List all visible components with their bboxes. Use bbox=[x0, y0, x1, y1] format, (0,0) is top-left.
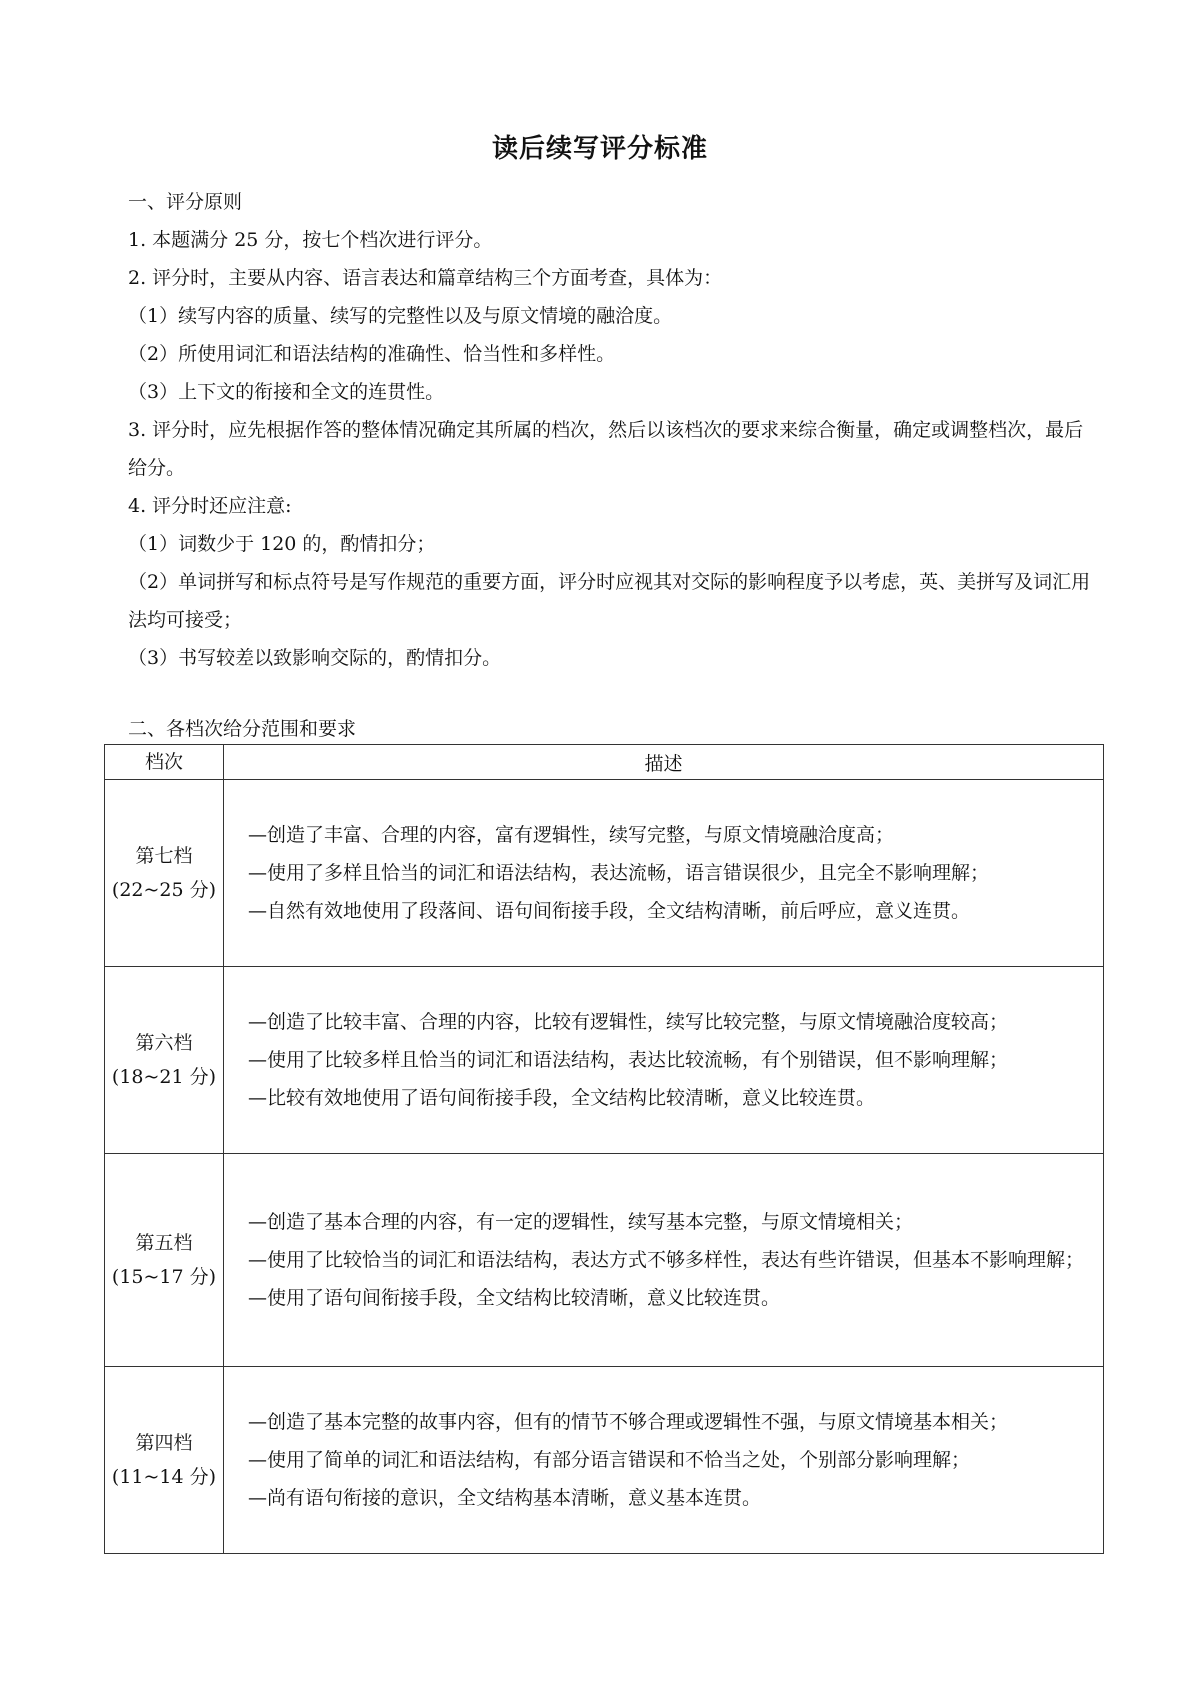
principle-line: 1. 本题满分 25 分，按七个档次进行评分。 bbox=[128, 229, 493, 251]
principle-line: （1）词数少于 120 的，酌情扣分； bbox=[128, 533, 436, 555]
table-row bbox=[105, 1367, 1104, 1554]
level-range: (18~21 分) bbox=[111, 1066, 217, 1088]
description-item: —尚有语句衔接的意识，全文结构基本清晰，意义基本连贯。 bbox=[248, 1487, 762, 1509]
description-item: —使用了比较恰当的词汇和语法结构，表达方式不够多样性，表达有些许错误，但基本不影响理解； bbox=[248, 1249, 1085, 1271]
page-title: 读后续写评分标准 bbox=[491, 134, 708, 164]
table-row bbox=[105, 1154, 1104, 1367]
description-item: —创造了基本合理的内容，有一定的逻辑性，续写基本完整，与原文情境相关； bbox=[248, 1211, 914, 1233]
principle-line: （1）续写内容的质量、续写的完整性以及与原文情境的融洽度。 bbox=[128, 305, 673, 327]
table-header-row bbox=[105, 745, 1104, 780]
description-item: —创造了比较丰富、合理的内容，比较有逻辑性，续写比较完整，与原文情境融洽度较高； bbox=[248, 1011, 1009, 1033]
level-range: (11~14 分) bbox=[111, 1466, 217, 1488]
description-cell bbox=[224, 967, 1104, 1154]
level-cell bbox=[105, 967, 224, 1154]
level-cell bbox=[105, 1367, 224, 1554]
level-range: (22~25 分) bbox=[111, 879, 217, 901]
principle-line: （2）所使用词汇和语法结构的准确性、恰当性和多样性。 bbox=[128, 343, 616, 365]
description-item: —创造了基本完整的故事内容，但有的情节不够合理或逻辑性不强，与原文情境基本相关； bbox=[248, 1411, 1009, 1433]
principle-line: 3. 评分时，应先根据作答的整体情况确定其所属的档次，然后以该档次的要求来综合衡量，确定或调整档次，最后给分。 bbox=[128, 419, 1084, 479]
column-header-description: 描述 bbox=[224, 745, 1104, 780]
description-item: —使用了语句间衔接手段，全文结构比较清晰，意义比较连贯。 bbox=[248, 1287, 781, 1309]
principle-line: 4. 评分时还应注意: bbox=[128, 495, 292, 517]
section-heading: 二、各档次给分范围和要求 bbox=[128, 718, 357, 740]
column-header-level: 档次 bbox=[105, 745, 224, 780]
level-name: 第五档 bbox=[135, 1232, 193, 1254]
level-name: 第四档 bbox=[135, 1432, 193, 1454]
description-item: —创造了丰富、合理的内容，富有逻辑性，续写完整，与原文情境融洽度高； bbox=[248, 824, 895, 846]
principle-line: （3）上下文的衔接和全文的连贯性。 bbox=[128, 381, 445, 403]
description-cell bbox=[224, 780, 1104, 967]
description-item: —使用了简单的词汇和语法结构，有部分语言错误和不恰当之处，个别部分影响理解； bbox=[248, 1449, 971, 1471]
grade-table bbox=[104, 744, 1104, 1554]
description-item: —自然有效地使用了段落间、语句间衔接手段，全文结构清晰，前后呼应，意义连贯。 bbox=[248, 900, 971, 922]
level-cell bbox=[105, 780, 224, 967]
principle-line: （2）单词拼写和标点符号是写作规范的重要方面，评分时应视其对交际的影响程度予以考虑，英、美拼写及词汇用法均可接受； bbox=[128, 571, 1091, 631]
scoring-principles bbox=[128, 183, 1098, 677]
level-name: 第七档 bbox=[135, 845, 193, 867]
description-cell bbox=[224, 1154, 1104, 1367]
principle-line: （3）书写较差以致影响交际的，酌情扣分。 bbox=[128, 647, 502, 669]
level-name: 第六档 bbox=[135, 1032, 193, 1054]
description-item: —使用了比较多样且恰当的词汇和语法结构，表达比较流畅，有个别错误，但不影响理解； bbox=[248, 1049, 1009, 1071]
description-item: —使用了多样且恰当的词汇和语法结构，表达流畅，语言错误很少，且完全不影响理解； bbox=[248, 862, 990, 884]
principle-line: 2. 评分时，主要从内容、语言表达和篇章结构三个方面考查，具体为： bbox=[128, 267, 723, 289]
table-row bbox=[105, 967, 1104, 1154]
description-item: —比较有效地使用了语句间衔接手段，全文结构比较清晰，意义比较连贯。 bbox=[248, 1087, 876, 1109]
description-cell bbox=[224, 1367, 1104, 1554]
level-range: (15~17 分) bbox=[111, 1266, 217, 1288]
table-row bbox=[105, 780, 1104, 967]
section-heading: 一、评分原则 bbox=[128, 191, 243, 213]
level-cell bbox=[105, 1154, 224, 1367]
